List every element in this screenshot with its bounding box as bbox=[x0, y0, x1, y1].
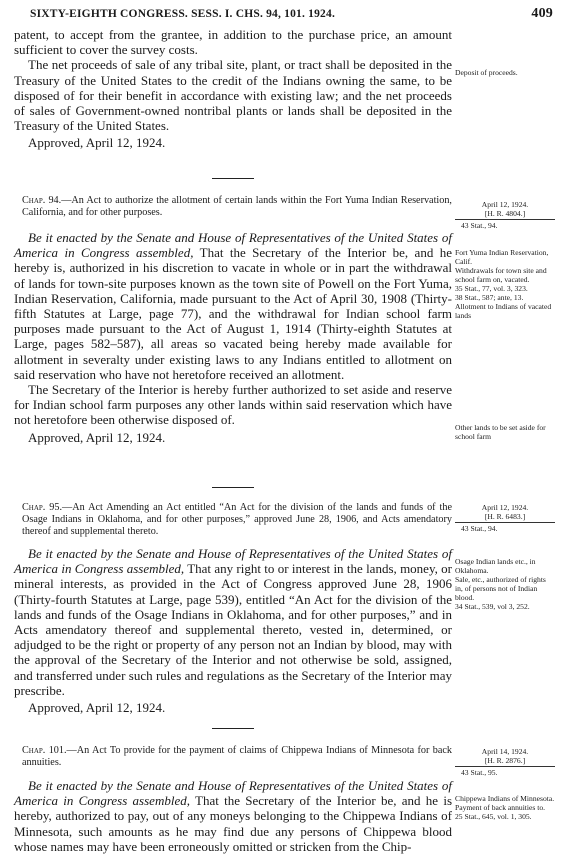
paragraph-enacting bbox=[14, 778, 452, 854]
block-continuation bbox=[14, 27, 452, 151]
chapter-94-citation bbox=[455, 200, 555, 230]
paragraph-enacting bbox=[14, 546, 452, 698]
bill-number: [H. R. 6483.] bbox=[484, 512, 526, 521]
sidenote: Other lands to be set aside for school farm bbox=[455, 423, 546, 441]
chapter-101-citation bbox=[455, 747, 555, 777]
sidenote: Withdrawals for town site and school farm on, vacated. bbox=[455, 266, 547, 284]
approved-line: Approved, April 12, 1924. bbox=[28, 700, 166, 716]
chapter-94-title bbox=[22, 195, 452, 219]
sidenote: Chippewa Indians of Minnesota. bbox=[455, 794, 555, 803]
paragraph-continuation: patent, to accept from the grantee, in addition to the purchase price, an amount sufficient to cover the survey costs. bbox=[14, 27, 452, 58]
statute-reference: 43 Stat., 94. bbox=[461, 221, 498, 230]
statute-reference: 43 Stat., 95. bbox=[461, 768, 498, 777]
bill-number: [H. R. 2876.] bbox=[484, 756, 526, 765]
chapter-95-title bbox=[22, 502, 452, 538]
sidenote: Payment of back annuities to. bbox=[455, 803, 546, 812]
bill-number: [H. R. 4804.] bbox=[484, 209, 526, 218]
chapter-94-sidenotes bbox=[455, 248, 555, 320]
sidenote: Allotment to Indians of vacated lands bbox=[455, 302, 552, 320]
sidenote: Fort Yuma Indian Reservation, Calif. bbox=[455, 248, 549, 266]
chapter-title-text: —An Act Amending an Act entitled “An Act for the division of the lands and funds of the Osage Indians in Oklahoma, and for other purposes,” approved June 28, 1906, and Acts amendatory thereof and supplemental thereto. bbox=[22, 502, 452, 537]
chapter-94-body bbox=[14, 230, 452, 445]
sidenote: Sale, etc., authorized of rights in, of persons not of Indian blood. bbox=[455, 575, 546, 602]
enactment-date: April 14, 1924. bbox=[481, 747, 529, 756]
enactment-date: April 12, 1924. bbox=[481, 200, 529, 209]
sidenote: Osage Indian lands etc., in Oklahoma. bbox=[455, 557, 536, 575]
section-divider bbox=[212, 178, 254, 179]
running-title: SIXTY-EIGHTH CONGRESS. SESS. I. CHS. 94, 101. 1924. bbox=[30, 8, 336, 20]
chapter-95-body bbox=[14, 546, 452, 715]
page-header bbox=[0, 6, 562, 22]
chapter-101-title bbox=[22, 745, 452, 769]
page-number: 409 bbox=[531, 6, 553, 21]
chapter-label: Chap. 95. bbox=[22, 502, 63, 513]
enacting-clause: Be it enacted by the Senate and House of Representatives of the United States of America in Congress assembled, bbox=[14, 546, 452, 577]
chapter-101-sidenotes bbox=[455, 794, 555, 821]
section-divider bbox=[212, 728, 254, 729]
statute-reference: 43 Stat., 94. bbox=[461, 524, 498, 533]
sidenote: 34 Stat., 539, vol 3, 252. bbox=[455, 602, 530, 611]
chapter-label: Chap. 94. bbox=[22, 195, 62, 206]
citation-rule bbox=[455, 522, 555, 523]
paragraph-text: That the Secretary of the Interior be, and he hereby is, authorized in his discretion to vacate in whole or in part the withdrawal of lands for town-site purposes known as the town site of Powell on the Fort Yuma, Indian Reservation, California, made pursuant to the Act of April 30, 1908 (Thirty-fifth Statutes at Large, page 77), and the withdrawal for Indian school farm purposes made pursuant to the Act of August 1, 1914 (Thirty-eighth Statutes at Large, pages 582–587), all areas so vacated being hereby made available for allotment in severalty under existing laws to any Indians entitled to allotment on said reservation who have not heretofore received an allotment. bbox=[14, 245, 453, 382]
chapter-95-citation bbox=[455, 503, 555, 533]
chapter-label: Chap. 101. bbox=[22, 745, 67, 756]
paragraph-net-proceeds: The net proceeds of sale of any tribal site, plant, or tract shall be deposited in the Treasury of the United States to the credit of the Indians owning the same, to be disposed of for their benefit in accordance with existing law; and the net proceeds of sales of Government-owned nontribal plants or lands shall be deposited in the Treasury of the United States. bbox=[14, 57, 452, 134]
sidenote: 25 Stat., 645, vol. 1, 305. bbox=[455, 812, 532, 821]
enactment-date: April 12, 1924. bbox=[481, 503, 529, 512]
citation-rule bbox=[455, 766, 555, 767]
paragraph-text: That any right to or interest in the lands, money, or mineral interests, as provided in the Act of Congress approved June 28, 1906 (Thirty-fourth Statutes at Large, page 539), entitled “An Act for the division of the lands and funds of the Osage Indians in Oklahoma, and for other purposes,” and in Acts amendatory thereof and supplemental thereto, vested in, determined, or adjudged to be the right or property of any person not an Indian by blood, may with the approval of the Secretary of the Interior and not otherwise be sold, assigned, and transferred under such rules and regulations as the Secretary of the Interior may prescribe. bbox=[14, 561, 452, 698]
sidenote: 35 Stat., 77, vol. 3, 323. bbox=[455, 284, 528, 293]
paragraph-school-farm: The Secretary of the Interior is hereby further authorized to set aside and reserve for Indian school farm purposes any other lands within said reservation which have not heretofore been otherwise disposed of. bbox=[14, 382, 452, 428]
sidenote-deposit: Deposit of proceeds. bbox=[455, 68, 518, 77]
paragraph-enacting bbox=[14, 230, 452, 382]
chapter-title-text: —An Act To provide for the payment of claims of Chippewa Indians of Minnesota for back annuities. bbox=[22, 745, 452, 768]
sidenote: 38 Stat., 587; ante, 13. bbox=[455, 293, 524, 302]
approved-line: Approved, April 12, 1924. bbox=[28, 429, 166, 445]
chapter-101-body bbox=[14, 778, 452, 854]
chapter-95-sidenotes bbox=[455, 557, 555, 611]
chapter-title-text: —An Act to authorize the allotment of certain lands within the Fort Yuma Indian Reservation, California, and for other purposes. bbox=[22, 195, 452, 218]
paragraph-text: That the Secretary of the Interior be, and he is hereby, authorized to pay, out of any moneys belonging to the Chippewa Indians of Minnesota, such amounts as he may find due any persons of Chippewa blood whose names may have been erroneously omitted or stricken from the Chip- bbox=[14, 793, 453, 854]
chapter-94-sidenote-2 bbox=[455, 423, 555, 441]
enacting-clause: Be it enacted by the Senate and House of Representatives of the United States of America in Congress assembled, bbox=[14, 230, 452, 261]
approved-line: Approved, April 12, 1924. bbox=[28, 135, 166, 151]
section-divider bbox=[212, 487, 254, 488]
citation-rule bbox=[455, 219, 555, 220]
enacting-clause: Be it enacted by the Senate and House of Representatives of the United States of America in Congress assembled, bbox=[14, 778, 452, 809]
